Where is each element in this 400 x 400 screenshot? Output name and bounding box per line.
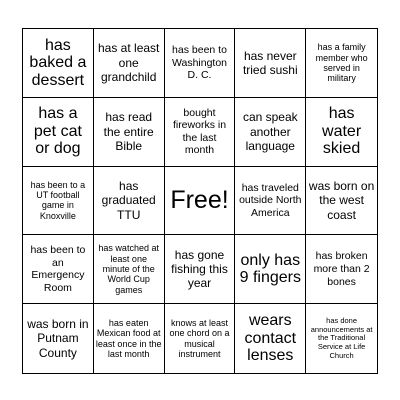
bingo-cell[interactable] (306, 167, 377, 236)
bingo-cell[interactable] (94, 235, 165, 304)
bingo-cell[interactable] (23, 304, 94, 373)
cell-text: has watched at least one minute of the World Cup games (98, 243, 159, 295)
bingo-cell[interactable] (94, 98, 165, 167)
bingo-cell[interactable] (94, 29, 165, 98)
cell-text: has been to an Emergency Room (30, 244, 86, 294)
bingo-cell[interactable] (306, 98, 377, 167)
bingo-cell[interactable] (235, 98, 306, 167)
cell-text: has traveled outside North America (239, 181, 302, 219)
cell-text: has a pet cat or dog (33, 105, 82, 158)
cell-text: has at least one grandchild (98, 41, 160, 85)
bingo-cell[interactable] (23, 235, 94, 304)
bingo-cell[interactable] (23, 98, 94, 167)
bingo-cell[interactable] (94, 304, 165, 373)
free-space-label: Free! (170, 186, 229, 215)
cell-text: only has 9 fingers (239, 251, 301, 287)
bingo-cell[interactable] (23, 29, 94, 98)
cell-text: knows at least one chord on a musical instrument (169, 317, 230, 359)
cell-text: was born on the west coast (308, 178, 375, 222)
bingo-cell[interactable] (306, 29, 377, 98)
cell-text: has been to Washington D. C. (171, 44, 228, 82)
bingo-cell[interactable] (235, 304, 306, 373)
cell-text: has gone fishing this year (171, 247, 228, 291)
bingo-cell[interactable] (94, 167, 165, 236)
bingo-cell[interactable] (165, 235, 236, 304)
cell-text: has broken more than 2 bones (313, 250, 370, 288)
bingo-cell[interactable] (165, 98, 236, 167)
bingo-cell[interactable] (165, 304, 236, 373)
bingo-cell[interactable] (235, 29, 306, 98)
cell-text: has been to a UT football game in Knoxville (30, 179, 86, 221)
cell-text: can speak another language (242, 110, 298, 153)
free-space[interactable] (165, 167, 236, 236)
bingo-cell[interactable] (235, 235, 306, 304)
bingo-cell[interactable] (165, 29, 236, 98)
cell-text: was born in Putnam County (27, 317, 89, 360)
cell-text: has read the entire Bible (103, 110, 154, 153)
cell-text: has water skied (322, 105, 362, 158)
cell-text: has baked a dessert (29, 36, 87, 89)
bingo-cell[interactable] (306, 235, 377, 304)
bingo-card (22, 28, 378, 374)
bingo-cell[interactable] (23, 167, 94, 236)
bingo-cell[interactable] (306, 304, 377, 373)
cell-text: bought fireworks in the last month (172, 106, 227, 157)
cell-text: has done announcements at the Traditional Service at Life Church (310, 316, 373, 360)
bingo-cell[interactable] (235, 167, 306, 236)
cell-text: has eaten Mexican food at least once in the last month (95, 317, 162, 359)
cell-text: has a family member who served in military (315, 42, 368, 84)
cell-text: has never tried sushi (242, 48, 298, 77)
cell-text: has graduated TTU (101, 178, 156, 222)
cell-text: wears contact lenses (244, 312, 297, 365)
